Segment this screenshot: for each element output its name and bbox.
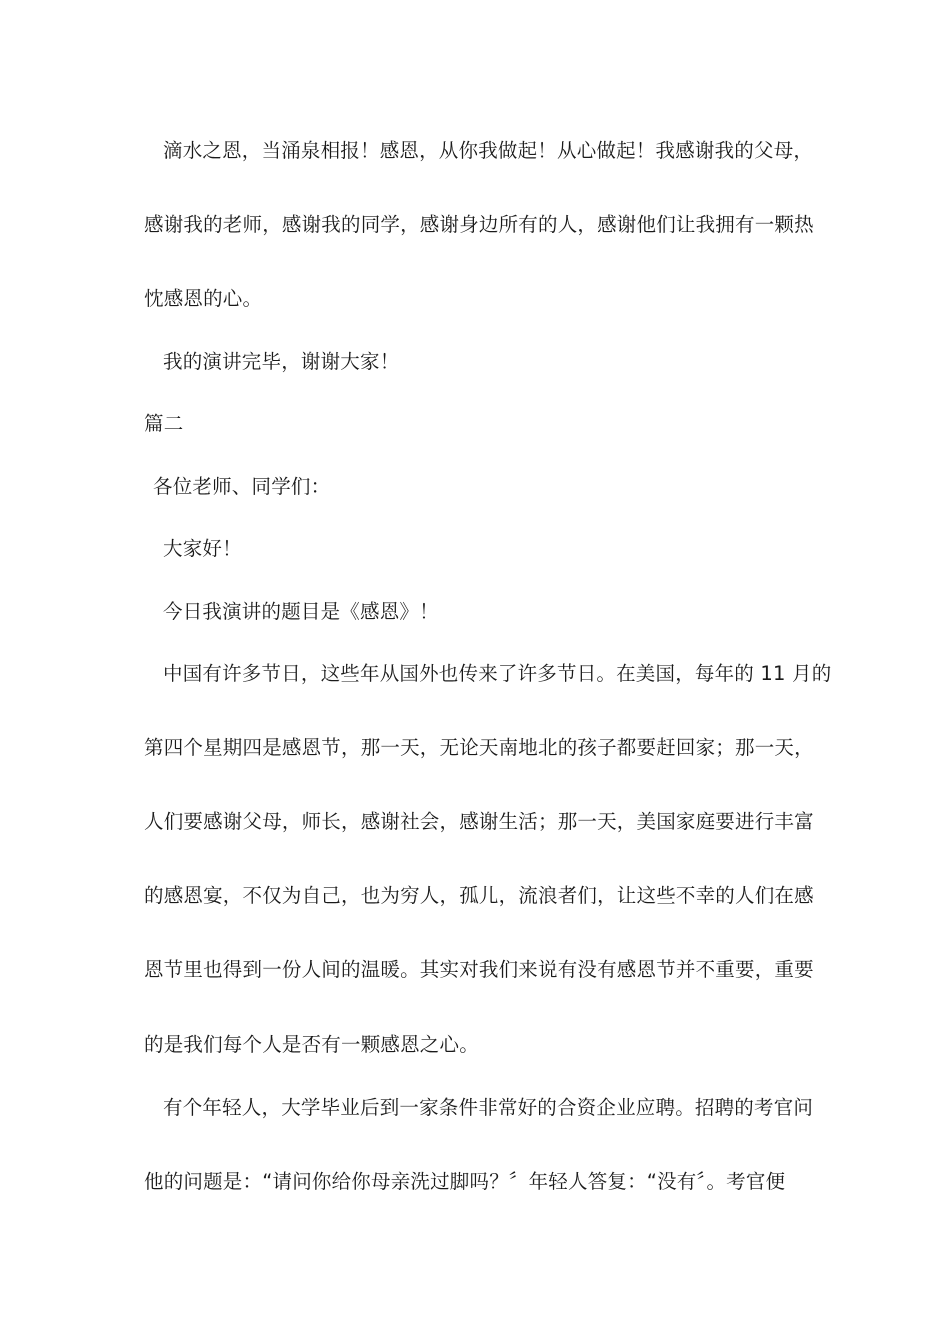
text-line: 忱感恩的心。 (144, 287, 263, 310)
text-line: 有个年轻人，大学毕业后到一家条件非常好的合资企业应聘。招聘的考官问 (163, 1096, 814, 1119)
text-line: 中国有许多节日，这些年从国外也传来了许多节日。在美国，每年的 11 月的 (163, 662, 832, 685)
text-line: 滴水之恩，当涌泉相报！感恩，从你我做起！从心做起！我感谢我的父母， (163, 139, 814, 162)
text-line: 人们要感谢父母，师长，感谢社会，感谢生活；那一天，美国家庭要进行丰富 (144, 810, 814, 833)
salutation: 各位老师、同学们： (153, 475, 331, 498)
text-line: 恩节里也得到一份人间的温暖。其实对我们来说有没有感恩节并不重要，重要 (144, 958, 814, 981)
text-line: 我的演讲完毕，谢谢大家！ (163, 350, 400, 373)
text-line: 的感恩宴，不仅为自己，也为穷人，孤儿，流浪者们，让这些不幸的人们在感 (144, 884, 814, 907)
text-line: 大家好！ (163, 537, 242, 560)
text-line: 今日我演讲的题目是《感恩》！ (163, 600, 439, 623)
section-heading: 篇二 (144, 412, 184, 435)
text-line: 第四个星期四是感恩节，那一天，无论天南地北的孩子都要赶回家；那一天， (144, 736, 814, 759)
text-line: 感谢我的老师，感谢我的同学，感谢身边所有的人，感谢他们让我拥有一颗热 (144, 213, 814, 236)
text-line: 他的问题是：“请问你给你母亲洗过脚吗？〞年轻人答复：“没有〞。考官便 (144, 1170, 786, 1193)
text-line: 的是我们每个人是否有一颗感恩之心。 (144, 1033, 479, 1056)
